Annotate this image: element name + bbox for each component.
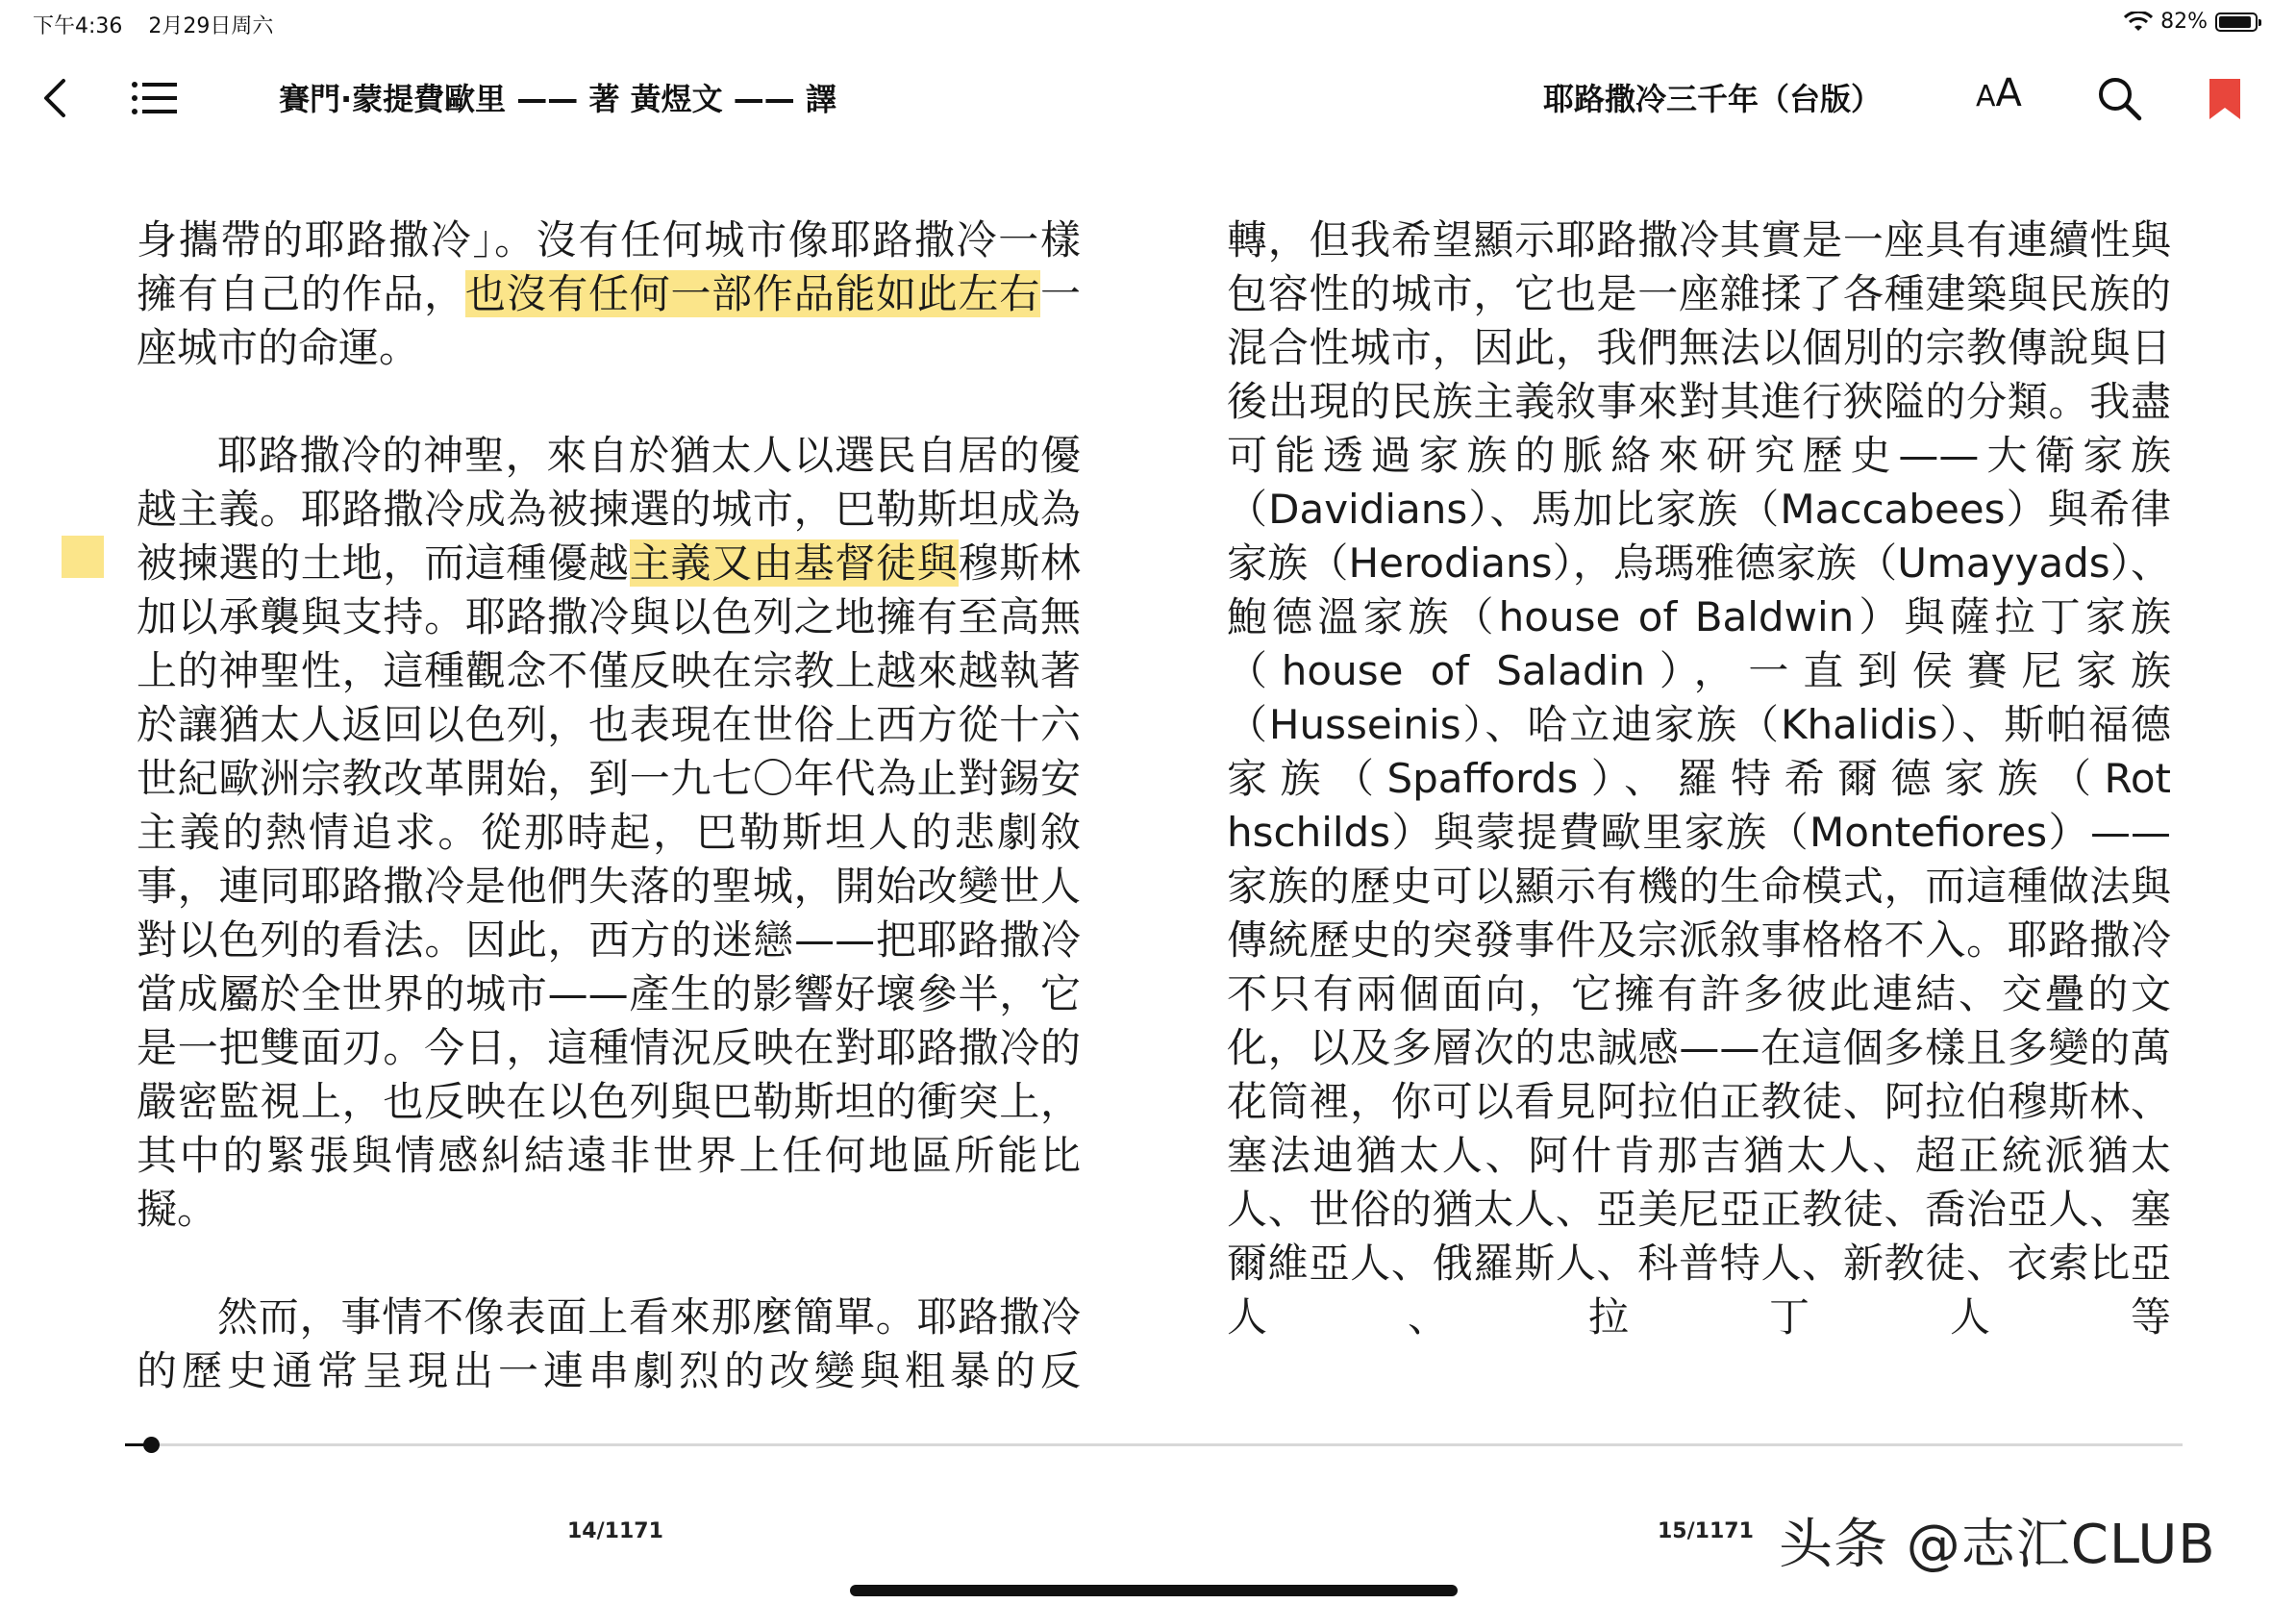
bookmark-icon[interactable] <box>2198 71 2252 125</box>
left-paragraph-2 <box>137 429 1081 1237</box>
reader-toolbar <box>0 58 2296 135</box>
reading-progress-slider[interactable] <box>125 1443 2183 1446</box>
font-size-large-a: A <box>1995 71 2022 115</box>
status-time: 下午4:36 <box>33 14 123 38</box>
book-title: 耶路撒冷三千年（台版） <box>1543 81 1883 117</box>
home-indicator[interactable] <box>850 1585 1458 1596</box>
text-run: 耶路撒冷的神聖，來自於猶太人以選民自居的優越主義。耶路撒冷成為被揀選的城市，巴勒斯坦成為被揀選的土地，而這種優越 <box>137 432 1081 587</box>
wifi-icon <box>2124 12 2153 33</box>
right-paragraph-1: 轉，但我希望顯示耶路撒冷其實是一座具有連續性與包容性的城市，它也是一座雜揉了各種建築與民族的混合性城市，因此，我們無法以個別的宗教傳說與日後出現的民族主義敘事來對其進行狹隘的分類。我盡可能透過家族的脈絡來研究歷史——大衛家族（Davidians）、馬加比家族（Maccabees）與希律家族（Herodians），烏瑪雅德家族（Umayyads）、鮑德溫家族（house of Baldwin）與薩拉丁家族（house of Saladin），一直到侯賽尼家族（Husseinis）、哈立迪家族（Khalidis）、斯帕福德家族（Spaffords）、羅特希爾德家族（Rot hschilds）與蒙提費歐里家族（Montefiores）——家族的歷史可以顯示有機的生命模式，而這種做法與傳統歷史的突發事件及宗派敘事格格不入。耶路撒冷不只有兩個面向，它擁有許多彼此連結、交疊的文化，以及多層次的忠誠感——在這個多樣且多變的萬花筒裡，你可以看見阿拉伯正教徒、阿拉伯穆斯林、塞法迪猶太人、阿什肯那吉猶太人、超正統派猶太人、世俗的猶太人、亞美尼亞正教徒、喬治亞人、塞爾維亞人、俄羅斯人、科普特人、新教徒、衣索比亞人、拉丁人等 <box>1227 216 2171 1341</box>
left-paragraph-3: 然而，事情不像表面上看來那麼簡單。耶路撒冷的歷史通常呈現出一連串劇烈的改變與粗暴的反 <box>137 1293 1081 1394</box>
left-page-number: 14/1171 <box>567 1519 663 1543</box>
progress-knob[interactable] <box>143 1437 160 1453</box>
text-run: 穆斯林加以承襲與支持。耶路撒冷與以色列之地擁有至高無上的神聖性，這種觀念不僅反映在宗教上越來越執著於讓猶太人返回以色列，也表現在世俗上西方從十六世紀歐洲宗教改革開始，到一九七〇年代為止對錫安主義的熱情追求。從那時起，巴勒斯坦人的悲劇敘事，連同耶路撒冷是他們失落的聖城，開始改變世人對以色列的看法。因此，西方的迷戀——把耶路撒冷當成屬於全世界的城市——產生的影響好壞參半，它是一把雙面刃。今日，這種情況反映在對耶路撒冷的嚴密監視上，也反映在以色列與巴勒斯坦的衝突上，其中的緊張與情感糾結遠非世界上任何地區所能比擬。 <box>137 539 1081 1233</box>
font-size-button[interactable] <box>1976 71 2022 115</box>
right-page-number: 15/1171 <box>1658 1519 1754 1543</box>
battery-percentage: 82% <box>2160 10 2208 34</box>
battery-icon <box>2215 13 2258 32</box>
highlighted-passage[interactable]: 主義又由基督徒與 <box>629 539 959 587</box>
search-icon[interactable] <box>2092 71 2146 125</box>
highlighted-passage[interactable]: 也沒有任何一部作品能如此左右 <box>464 270 1040 317</box>
text-run: 身攜帶的耶路撒冷」。沒有任何城市像耶路撒冷一樣擁有自己的作品， <box>137 216 1081 317</box>
chevron-left-icon[interactable] <box>29 71 83 125</box>
status-bar <box>0 0 2296 46</box>
status-right <box>2124 10 2258 34</box>
author-translator-line: 賽門·蒙提費歐里 —— 著 黃煜文 —— 譯 <box>279 81 836 117</box>
list-icon[interactable] <box>127 71 181 125</box>
right-page <box>1227 213 2171 1344</box>
font-size-small-a: A <box>1976 80 1996 113</box>
status-date: 2月29日周六 <box>148 14 274 38</box>
status-left <box>33 10 292 39</box>
highlight-note-marker[interactable] <box>62 536 104 578</box>
left-paragraph-1 <box>137 213 1081 375</box>
text-run: 一座城市的命運。 <box>137 270 1081 371</box>
watermark: 头条 @志汇CLUB <box>1779 1514 2216 1576</box>
left-page <box>137 213 1081 1398</box>
